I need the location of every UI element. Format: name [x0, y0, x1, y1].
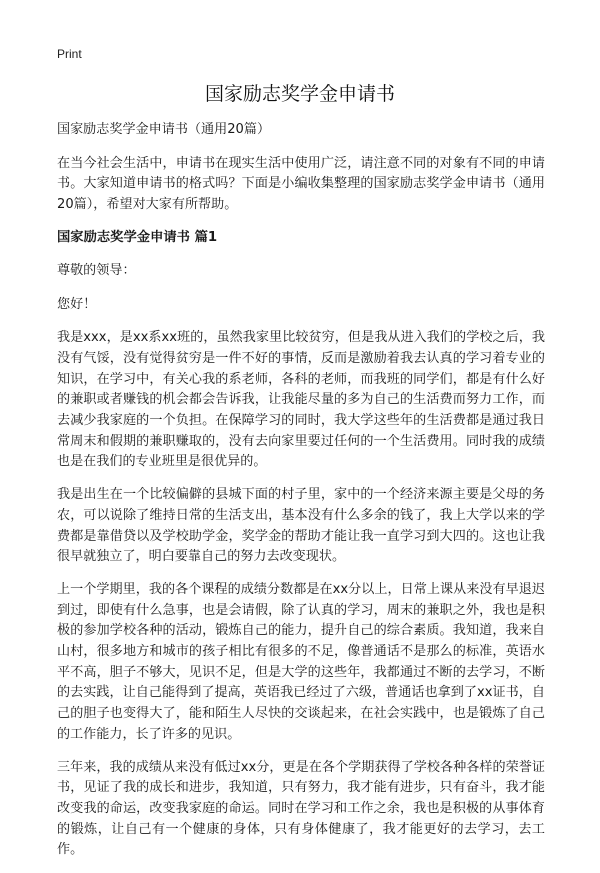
page-title: 国家励志奖学金申请书: [204, 83, 395, 105]
body-paragraph-3: 上一个学期里，我的各个课程的成绩分数都是在xx分以上，日常上课从来没有早退迟到过，即使有什么急事，也是会请假，除了认真的学习，周末的兼职之外，我也是积极的参加学校各种的活动，锻炼自己的能力，提升自己的综合素质。我知道，我来自山村，很多地方和城市的孩子相比有很多的不足，像普通话不是那么的标准，英语水平不高，胆子不够大，见识不足，但是大学的这些年，我都通过不断的去学习，不断的去实践，让自己能得到了提高，英语我已经过了六级，普通话也拿到了xx证书，自己的胆子也变得大了，能和陌生人尽快的交谈起来，在社会实践中，也是锻炼了自己的工作能力，长了许多的见识。: [57, 581, 545, 742]
document-subtitle: 国家励志奖学金申请书（通用20篇）: [57, 122, 271, 137]
print-label[interactable]: Print: [57, 47, 82, 61]
body-paragraph-1: 我是xxx，是xx系xx班的，虽然我家里比较贫穷，但是我从进入我们的学校之后，我没有气馁，没有觉得贫穷是一件不好的事情，反而是激励着我去认真的学习着专业的知识，在学习中，有关心我的系老师，各科的老师，而我班的同学们，都是有什么好的兼职或者赚钱的机会都会告诉我，让我能尽量的多为自己的生活费而努力工作，而去减少我家庭的一个负担。在保障学习的同时，我大学这些年的生活费都是通过我日常周末和假期的兼职赚取的，没有去向家里要过任何的一个生活费用。同时我的成绩也是在我们的专业班里是很优异的。: [57, 330, 545, 470]
section-heading: 国家励志奖学金申请书 篇1: [57, 229, 218, 245]
body-paragraph-2: 我是出生在一个比较偏僻的县城下面的村子里，家中的一个经济来源主要是父母的务农，可以说除了维持日常的生活支出，基本没有什么多余的钱了，我上大学以来的学费都是靠借贷以及学校助学金，奖学金的帮助才能让我一直学习到大四的。这也让我很早就独立了，明白要靠自己的努力去改变现状。: [57, 487, 545, 565]
body-paragraph-4: 三年来，我的成绩从来没有低过xx分，更是在各个学期获得了学校各种各样的荣誉证书，见证了我的成长和进步，我知道，只有努力，我才能有进步，只有奋斗，我才能改变我的命运，改变我家庭的命运。同时在学习和工作之余，我也是积极的从事体育的锻炼，让自己有一个健康的身体，只有身体健康了，我才能更好的去学习，去工作。: [57, 759, 545, 858]
salutation: 尊敬的领导：: [57, 262, 136, 278]
document-body: [57, 120, 545, 873]
intro-paragraph: 在当今社会生活中，申请书在现实生活中使用广泛，请注意不同的对象有不同的申请书。大家知道申请书的格式吗？下面是小编收集整理的国家励志奖学金申请书（通用20篇），希望对大家有所帮助。: [57, 155, 545, 213]
greeting: 您好！: [57, 296, 97, 312]
